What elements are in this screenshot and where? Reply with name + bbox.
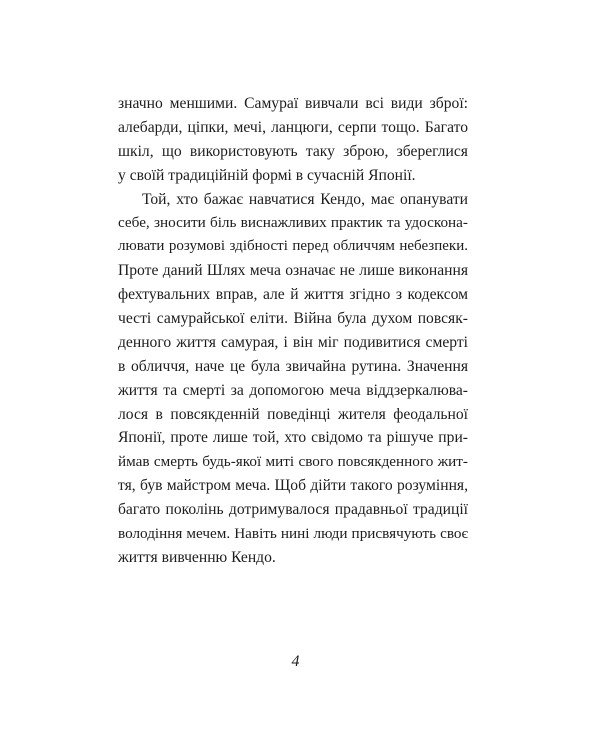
text-line: в обличчя, наче це була звичайна рутина. Значення (118, 357, 468, 375)
text-line: життя вивченню Кендо. (118, 548, 276, 566)
text-line: честі самурайської еліти. Війна була духом повсяк- (118, 310, 468, 328)
text-line: багато поколінь дотримувалося прадавньої традиції (118, 501, 468, 519)
text-line: лювати розумові здібності перед обличчям небезпеки. (118, 238, 468, 255)
text-line: Проте даний Шлях меча означає не лише виконання (118, 262, 468, 280)
body-text (118, 92, 468, 570)
text-line: себе, зносити біль виснажливих практик та удоскона- (118, 214, 468, 232)
paragraph-1 (118, 92, 468, 188)
text-line: ймав смерть будь-якої миті свого повсякденного жит- (118, 453, 468, 471)
paragraph-2 (118, 188, 468, 570)
text-line: денного життя самурая, і він міг подивитися смерті (118, 333, 468, 351)
text-line: значно меншими. Самураї вивчали всі види зброї: (118, 95, 468, 112)
text-line: Той, хто бажає навчатися Кендо, має опанувати (142, 190, 468, 208)
text-line: шкіл, що використовують таку зброю, збереглися (118, 142, 468, 160)
text-line: володіння мечем. Навіть нині люди присвячують своє (118, 525, 468, 543)
text-line: лося в повсякденній поведінці жителя феодальної (118, 405, 468, 423)
text-line: у своїй традиційній формі в сучасній Японії. (118, 166, 416, 184)
text-line: фехтувальних вправ, але й життя згідно з кодексом (118, 286, 468, 304)
text-line: алебарди, ціпки, мечі, ланцюги, серпи тощо. Багато (118, 118, 468, 136)
page-number: 4 (291, 653, 300, 670)
text-line: Японії, проте лише той, хто свідомо та рішуче при- (118, 429, 468, 447)
text-line: тя, був майстром меча. Щоб дійти такого розуміння, (118, 477, 468, 495)
text-line: життя та смерті за допомогою меча віддзеркалюва- (118, 381, 468, 399)
